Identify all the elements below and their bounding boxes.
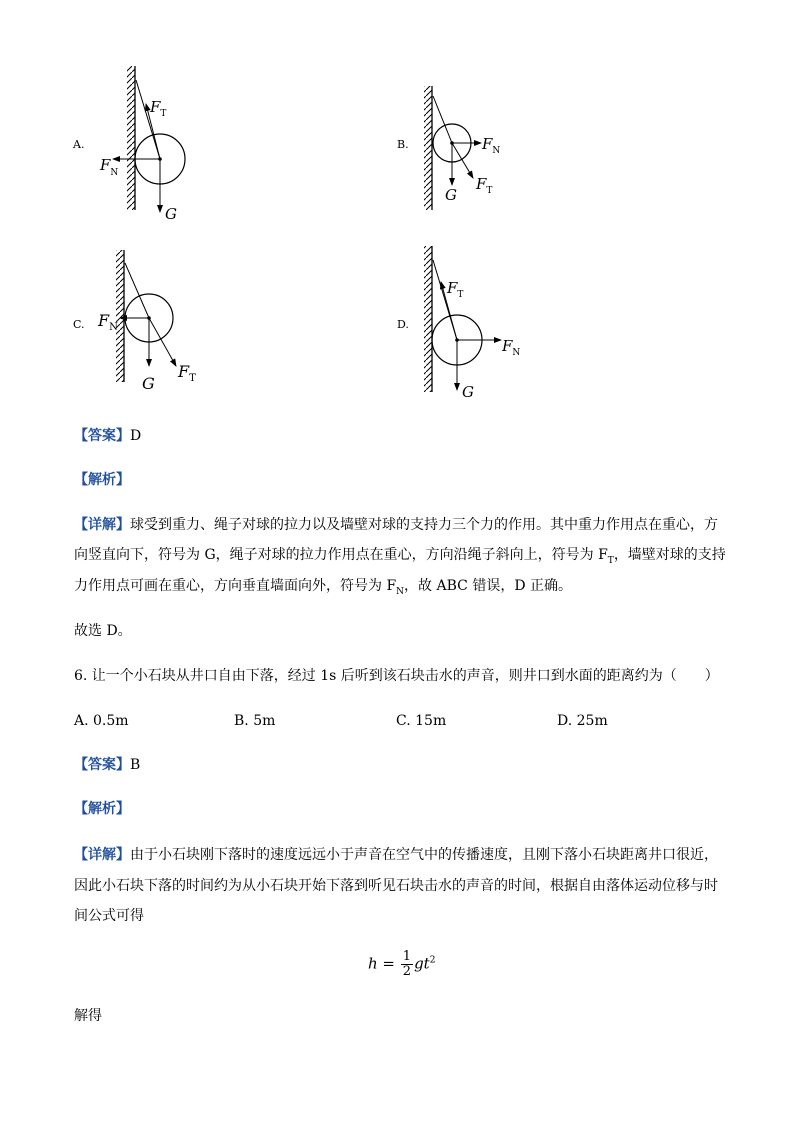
q6-option-c: C. 15m [396, 713, 447, 729]
wall-hatch [116, 250, 124, 382]
figure-d [424, 246, 520, 401]
fn-label: $F_N$ [100, 156, 119, 178]
g-label: G [445, 186, 457, 204]
ft-label: $F_T$ [150, 98, 167, 119]
q5-analysis-tag: 【解析】 [74, 472, 130, 488]
figure-c-label: C. [73, 318, 85, 331]
ft-label: $F_T$ [447, 279, 464, 300]
q6-option-a: A. 0.5m [74, 713, 129, 729]
wall-hatch [127, 66, 135, 210]
figure-c [97, 250, 196, 393]
figure-d-label: D. [397, 318, 409, 331]
ft-label: $F_T$ [476, 175, 493, 196]
figure-b-label: B. [397, 138, 409, 151]
answer-value: D [130, 428, 142, 444]
q5-detail-line-3: 力作用点可画在重心，方向垂直墙面向外，符号为 $F_N$，故 ABC 错误，D 正确。 [74, 578, 572, 597]
detail-tag: 【详解】 [74, 517, 130, 533]
q5-conclusion: 故选 D。 [74, 623, 132, 639]
wall-hatch [424, 246, 432, 392]
answer-tag: 【答案】 [74, 428, 130, 444]
ft-label: $F_T$ [178, 362, 196, 384]
figure-a-label: A. [73, 138, 85, 151]
q6-question: 6. 让一个小石块从井口自由下落，经过 1s 后听到该石块击水的声音，则井口到水面的距离约为（ ） [74, 668, 719, 684]
fn-label: $F_N$ [502, 337, 521, 358]
q6-analysis-tag: 【解析】 [74, 801, 130, 817]
free-fall-formula: h = $\frac{1}{2}$ $gt^2$ [368, 949, 436, 979]
rope [125, 263, 149, 318]
rope [136, 80, 160, 159]
g-label: G [462, 383, 474, 401]
q6-answer: 【答案】B [74, 757, 141, 773]
q6-detail-line-3: 间公式可得 [74, 908, 144, 924]
q6-solve: 解得 [74, 1008, 102, 1024]
q6-detail-line-1: 【详解】由于小石块刚下落时的速度远远小于声音在空气中的传播速度，且刚下落小石块距离井口很近， [74, 847, 718, 863]
q5-detail-line-2: 向竖直向下，符号为 G，绳子对球的拉力作用点在重心，方向沿绳子斜向上，符号为 $F_T$，墙壁对球的支持 [74, 547, 726, 566]
fraction-one-half: $\frac{1}{2}$ [402, 949, 412, 979]
fn-label: $F_N$ [482, 135, 501, 156]
q6-detail-line-2: 因此小石块下落的时间约为从小石块开始下落到听见石块击水的声音的时间，根据自由落体运动位移与时 [74, 878, 718, 894]
rope [433, 96, 452, 143]
g-label: G [142, 374, 155, 393]
q5-detail-line-1: 【详解】球受到重力、绳子对球的拉力以及墙壁对球的支持力三个力的作用。其中重力作用点在重心，方 [74, 517, 718, 533]
figure-b [424, 86, 500, 210]
wall-hatch [424, 86, 432, 210]
q6-option-d: D. 25m [557, 713, 608, 729]
figure-a [99, 66, 185, 223]
q6-option-b: B. 5m [234, 713, 276, 729]
fn-label: $F_N$ [98, 311, 118, 333]
force-diagrams [0, 0, 794, 420]
q5-answer [74, 426, 141, 446]
g-label: G [165, 205, 177, 223]
